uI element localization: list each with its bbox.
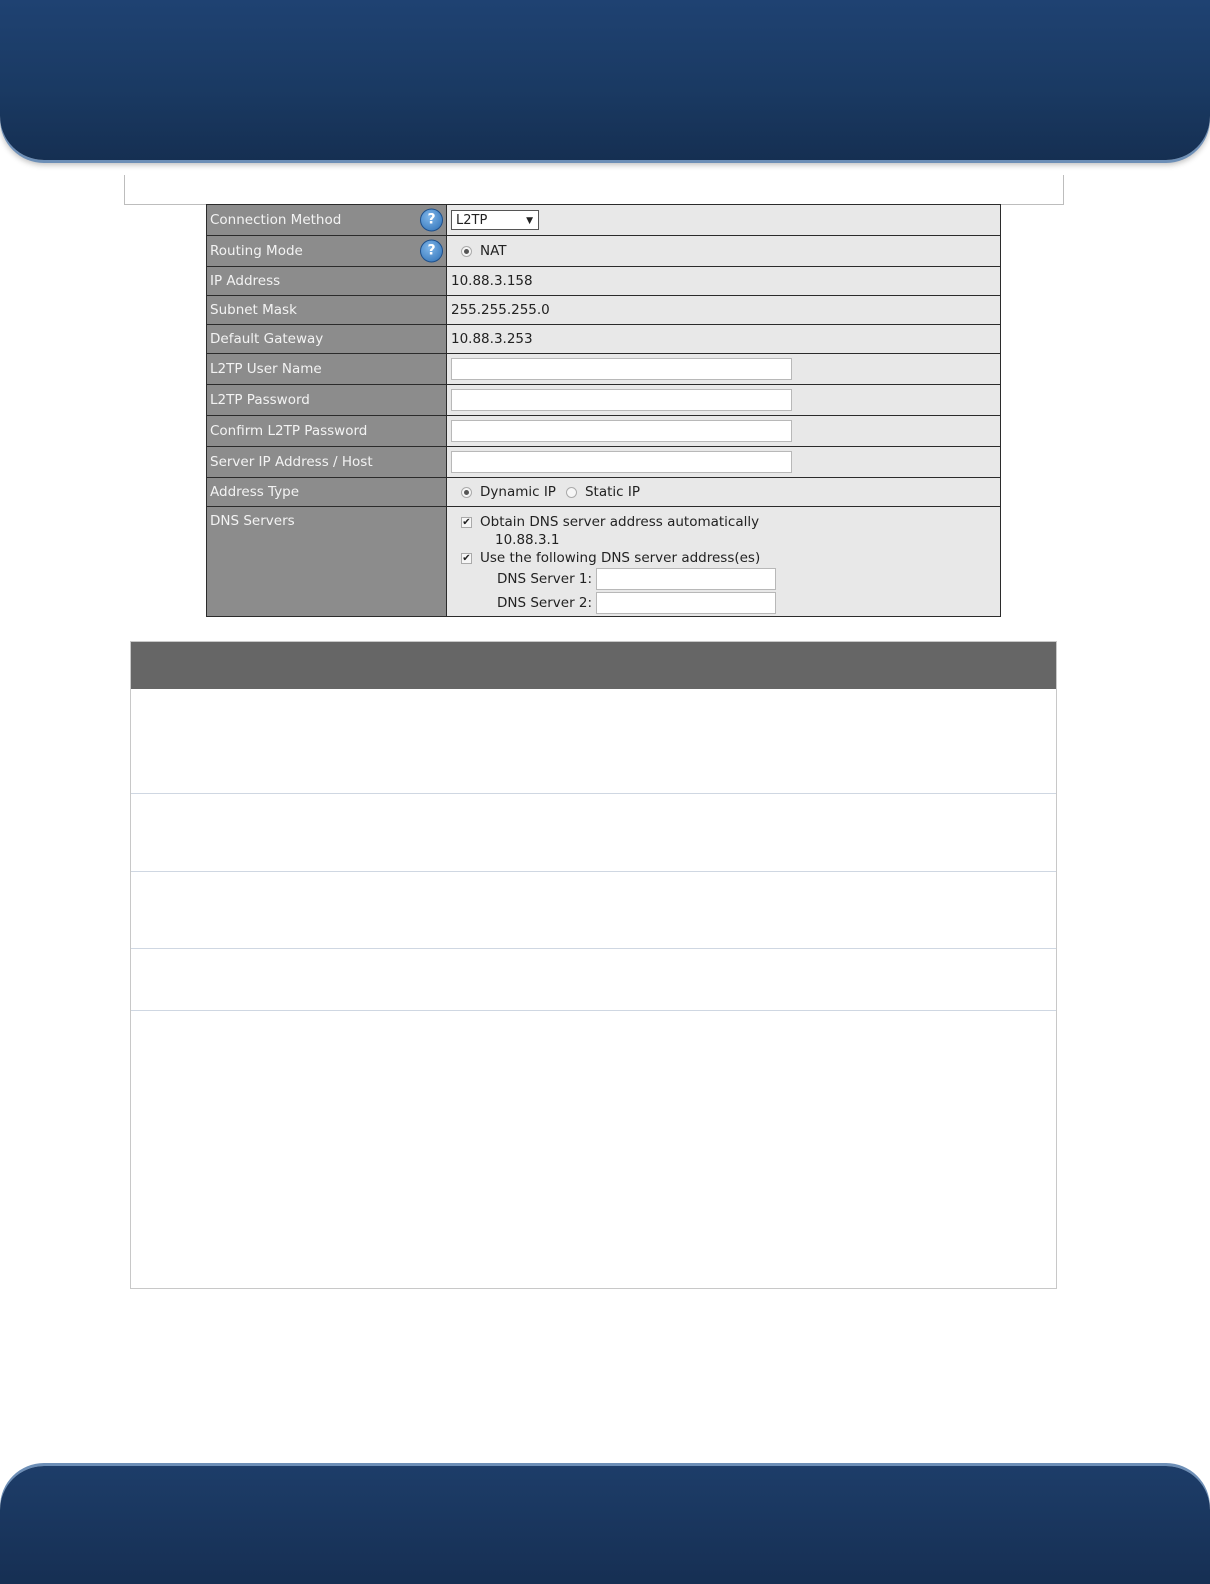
table-row — [131, 1011, 1056, 1290]
dynamic-ip-radio[interactable] — [461, 487, 472, 498]
l2tp-password-input[interactable] — [451, 389, 792, 411]
confirm-l2tp-password-input[interactable] — [451, 420, 792, 442]
chevron-down-icon: ▼ — [526, 216, 533, 226]
top-frame — [124, 175, 1064, 205]
subnet-mask-value: 255.255.255.0 — [447, 296, 1001, 325]
description-table-header — [131, 642, 1056, 689]
l2tp-user-name-label: L2TP User Name — [207, 354, 447, 385]
ip-address-value: 10.88.3.158 — [447, 267, 1001, 296]
default-gateway-label: Default Gateway — [207, 325, 447, 354]
l2tp-password-label: L2TP Password — [207, 385, 447, 416]
connection-method-select[interactable]: L2TP ▼ — [451, 210, 539, 230]
dynamic-ip-label: Dynamic IP — [480, 484, 556, 500]
help-icon[interactable]: ? — [420, 209, 443, 232]
top-banner — [0, 0, 1210, 160]
server-ip-address-input[interactable] — [451, 451, 792, 473]
confirm-l2tp-password-label: Confirm L2TP Password — [207, 416, 447, 447]
l2tp-user-name-input[interactable] — [451, 358, 792, 380]
address-type-label: Address Type — [207, 478, 447, 507]
routing-mode-nat-label: NAT — [480, 243, 507, 259]
dns-server-2-label: DNS Server 2: — [497, 595, 593, 611]
use-following-dns-label: Use the following DNS server address(es) — [480, 550, 761, 566]
routing-mode-nat-radio[interactable] — [461, 246, 472, 257]
dns-server-2-input[interactable] — [596, 592, 776, 614]
table-row — [131, 794, 1056, 872]
dns-servers-label: DNS Servers — [207, 507, 447, 617]
subnet-mask-label: Subnet Mask — [207, 296, 447, 325]
table-row — [131, 949, 1056, 1011]
dns-server-1-label: DNS Server 1: — [497, 571, 593, 587]
description-table — [130, 641, 1057, 1289]
obtain-dns-auto-label: Obtain DNS server address automatically — [480, 514, 760, 530]
connection-method-label: Connection Method ? — [207, 205, 447, 236]
obtain-dns-auto-checkbox[interactable]: ✔ — [462, 516, 471, 528]
table-row — [131, 872, 1056, 949]
routing-mode-label: Routing Mode ? — [207, 236, 447, 267]
l2tp-settings-form — [206, 204, 1001, 617]
table-row — [131, 689, 1056, 794]
default-gateway-value: 10.88.3.253 — [447, 325, 1001, 354]
static-ip-label: Static IP — [584, 484, 640, 500]
use-following-dns-checkbox[interactable]: ✔ — [462, 552, 471, 564]
bottom-banner — [0, 1466, 1210, 1584]
static-ip-radio[interactable] — [566, 487, 577, 498]
dns-server-1-input[interactable] — [596, 568, 776, 590]
auto-dns-address: 10.88.3.1 — [495, 532, 560, 548]
server-ip-address-label: Server IP Address / Host — [207, 447, 447, 478]
ip-address-label: IP Address — [207, 267, 447, 296]
help-icon[interactable]: ? — [420, 240, 443, 263]
